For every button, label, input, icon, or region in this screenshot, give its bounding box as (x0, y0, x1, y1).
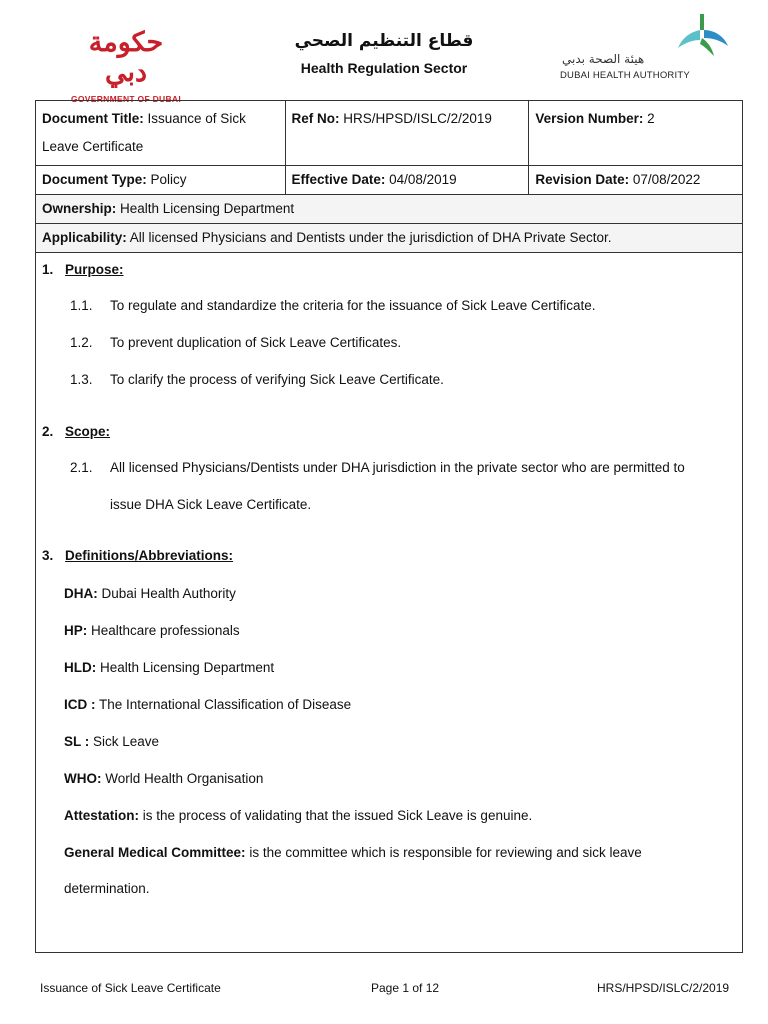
definition-text: Sick Leave (89, 734, 160, 749)
applicability-label: Applicability: (42, 230, 127, 245)
section-number: 3. (42, 548, 54, 563)
effective-date-cell (285, 166, 529, 195)
footer-page-number: Page 1 of 12 (371, 981, 440, 995)
version-value: 2 (643, 111, 655, 126)
revision-date-label: Revision Date: (535, 172, 630, 187)
item-text: To clarify the process of verifying Sick Leave Certificate. (110, 372, 444, 387)
definition-item (64, 586, 236, 601)
ownership-cell (36, 195, 743, 224)
government-of-dubai-logo (66, 27, 186, 104)
definition-item (64, 845, 642, 860)
sector-title-english: Health Regulation Sector (300, 60, 468, 76)
sector-title-arabic: قطاع التنظيم الصحي (294, 31, 474, 51)
version-cell (529, 101, 743, 166)
section-definitions-heading (42, 548, 233, 563)
section-title: Definitions/Abbreviations: (65, 548, 234, 563)
revision-date-cell (529, 166, 743, 195)
definition-term: HP: (64, 623, 88, 638)
doc-type-value: Policy (146, 172, 187, 187)
section-number: 1. (42, 262, 54, 277)
gov-logo-english: GOVERNMENT OF DUBAI (70, 94, 182, 104)
doc-title-value: Issuance of Sick Leave Certificate (42, 111, 246, 154)
item-text-line-1: All licensed Physicians/Dentists under DHA jurisdiction in the private sector who are permitted to (110, 460, 685, 475)
item-number: 2.1. (70, 460, 93, 475)
metadata-row-ownership (36, 195, 743, 224)
item-text: To prevent duplication of Sick Leave Certificates. (110, 335, 402, 350)
ownership-label: Ownership: (42, 201, 117, 216)
item-number: 1.3. (70, 372, 93, 387)
doc-title-label: Document Title: (42, 111, 144, 126)
gov-logo-arabic: حكومة دبي (88, 27, 164, 88)
metadata-row-2 (36, 166, 743, 195)
sector-title (250, 30, 518, 76)
definition-term: SL : (64, 734, 90, 749)
section-number: 2. (42, 424, 54, 439)
footer-document-name: Issuance of Sick Leave Certificate (40, 981, 221, 995)
version-label: Version Number: (535, 111, 644, 126)
definition-term: HLD: (64, 660, 97, 675)
list-item (70, 460, 740, 520)
applicability-value: All licensed Physicians and Dentists under the jurisdiction of DHA Private Sector. (126, 230, 612, 245)
dha-emblem-icon (674, 12, 730, 56)
definition-item (64, 623, 240, 638)
definition-term: WHO: (64, 771, 102, 786)
dha-logo-arabic: هيئة الصحة بدبي (562, 52, 645, 66)
effective-date-label: Effective Date: (291, 172, 386, 187)
definition-item (64, 697, 351, 712)
doc-type-cell (36, 166, 286, 195)
section-title: Purpose: (65, 262, 124, 277)
section-title: Scope: (65, 424, 111, 439)
definition-text: is the committee which is responsible for reviewing and sick leave (245, 845, 642, 860)
definition-text: Health Licensing Department (96, 660, 275, 675)
definition-text: Healthcare professionals (87, 623, 240, 638)
definition-text: World Health Organisation (101, 771, 264, 786)
definition-term: General Medical Committee: (64, 845, 246, 860)
document-metadata-table (35, 100, 743, 253)
definition-text: The International Classification of Disease (95, 697, 352, 712)
section-scope-heading (42, 424, 110, 439)
definition-term: ICD : (64, 697, 96, 712)
item-text-line-2: issue DHA Sick Leave Certificate. (110, 497, 312, 512)
ref-no-cell (285, 101, 529, 166)
doc-type-label: Document Type: (42, 172, 147, 187)
revision-date-value: 07/08/2022 (629, 172, 701, 187)
definition-text: Dubai Health Authority (97, 586, 236, 601)
definition-item (64, 808, 532, 823)
ref-no-label: Ref No: (291, 111, 340, 126)
effective-date-value: 04/08/2019 (385, 172, 457, 187)
section-purpose-heading (42, 262, 124, 277)
ownership-value: Health Licensing Department (116, 201, 295, 216)
definition-item (64, 734, 159, 749)
item-text: To regulate and standardize the criteria for the issuance of Sick Leave Certificate. (110, 298, 596, 313)
definition-item (64, 771, 263, 786)
definition-continuation: determination. (64, 881, 150, 896)
doc-title-cell (36, 101, 286, 166)
metadata-row-1 (36, 101, 743, 166)
definition-text: is the process of validating that the issued Sick Leave is genuine. (139, 808, 533, 823)
dha-logo (556, 12, 736, 81)
definition-item (64, 660, 274, 675)
ref-no-value: HRS/HPSD/ISLC/2/2019 (339, 111, 492, 126)
footer-reference: HRS/HPSD/ISLC/2/2019 (597, 981, 730, 995)
item-number: 1.2. (70, 335, 93, 350)
definition-term: DHA: (64, 586, 98, 601)
definition-term: Attestation: (64, 808, 139, 823)
item-number: 1.1. (70, 298, 93, 313)
dha-logo-english: DUBAI HEALTH AUTHORITY (560, 70, 690, 81)
